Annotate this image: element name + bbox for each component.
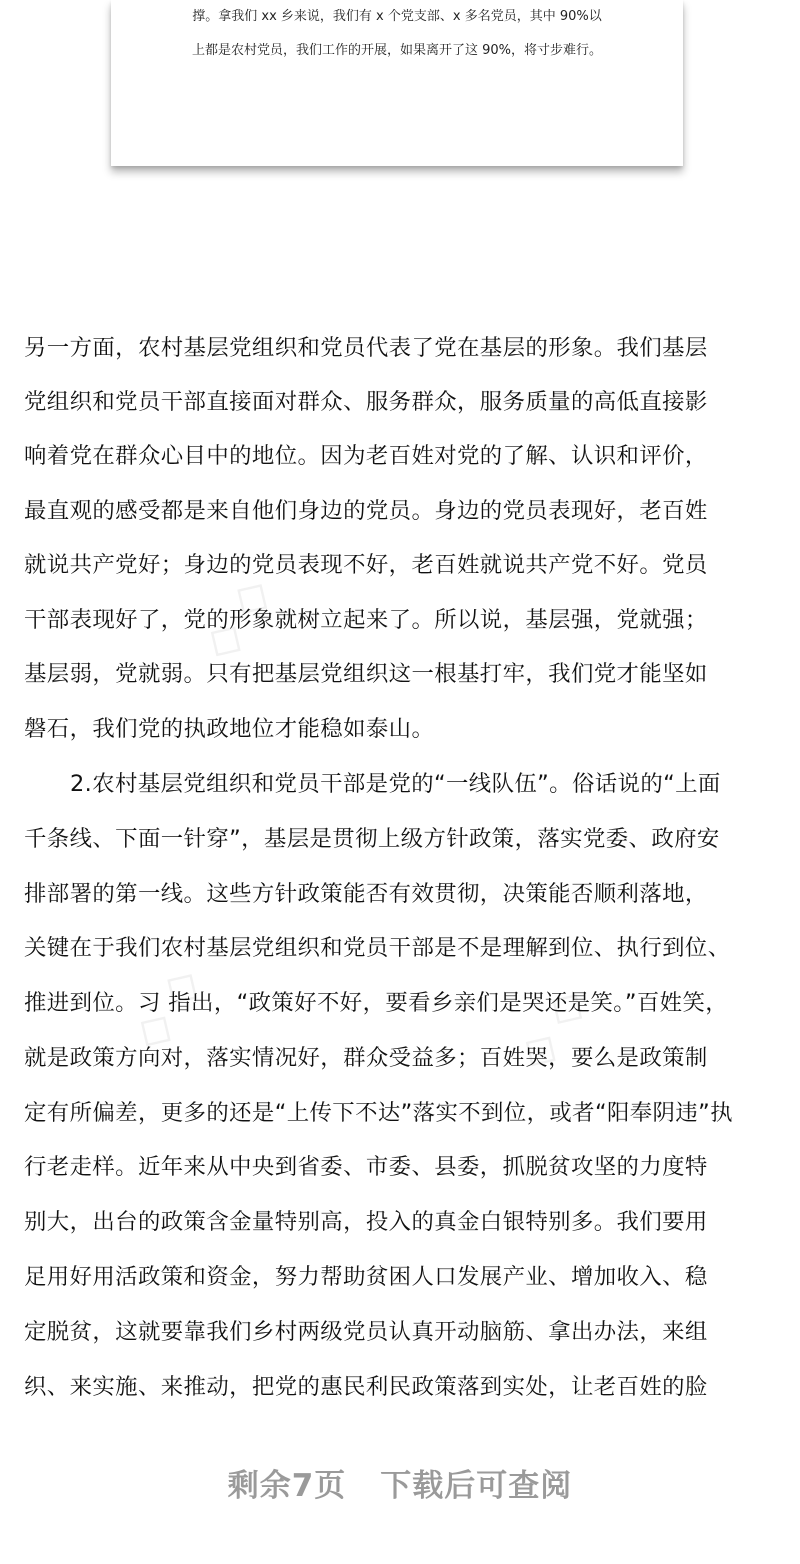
watermark-mark: ◇ ◇ [190, 567, 282, 669]
body-line: 定有所偏差，更多的还是“上传下不达”落实不到位，或者“阳奉阴违”执 [24, 1100, 733, 1126]
previous-page-preview [111, 0, 683, 166]
body-line: 党组织和党员干部直接面对群众、服务群众，服务质量的高低直接影 [24, 389, 708, 415]
body-line: 排部署的第一线。这些方针政策能否有效贯彻，决策能否顺利落地， [24, 881, 708, 907]
preview-text-line-2: 上都是农村党员，我们工作的开展，如果离开了这 90%，将寸步难行。 [191, 43, 603, 58]
preview-text-line-1: 撑。拿我们 xx 乡来说，我们有 x 个党支部、x 多名党员，其中 90%以 [192, 9, 602, 24]
remaining-pages-label: 剩余7页 [227, 1468, 347, 1504]
body-line: 足用好用活政策和资金，努力帮助贫困人口发展产业、增加收入、稳 [24, 1264, 708, 1290]
body-line: 响着党在群众心目中的地位。因为老百姓对党的了解、认识和评价， [24, 443, 708, 469]
body-line: 磐石，我们党的执政地位才能稳如泰山。 [24, 716, 435, 742]
body-line: 就说共产党好；身边的党员表现不好，老百姓就说共产党不好。党员 [24, 552, 708, 578]
body-line: 关键在于我们农村基层党组织和党员干部是不是理解到位、执行到位、 [24, 935, 731, 961]
download-prompt[interactable] [0, 1466, 800, 1506]
body-line: 织、来实施、来推动，把党的惠民利民政策落到实处，让老百姓的脸 [24, 1374, 708, 1400]
download-to-view-label: 下载后可查阅 [380, 1468, 573, 1504]
body-line: 别大，出台的政策含金量特别高，投入的真金白银特别多。我们要用 [24, 1209, 708, 1235]
watermark-mark: ◇ ◇ [120, 957, 212, 1059]
body-line: 推进到位。习 指出，“政策好不好，要看乡亲们是哭还是笑。”百姓笑， [24, 990, 729, 1016]
body-line: 就是政策方向对，落实情况好，群众受益多；百姓哭，要么是政策制 [24, 1045, 708, 1071]
watermark-mark: ◇ ◇ [505, 977, 597, 1079]
body-line: 2.农村基层党组织和党员干部是党的“一线队伍”。俗话说的“上面 [70, 771, 721, 797]
body-line: 基层弱，党就弱。只有把基层党组织这一根基打牢，我们党才能坚如 [24, 661, 708, 687]
body-line: 干部表现好了，党的形象就树立起来了。所以说，基层强，党就强； [24, 607, 708, 633]
body-line: 最直观的感受都是来自他们身边的党员。身边的党员表现好，老百姓 [24, 498, 708, 524]
body-line: 定脱贫，这就要靠我们乡村两级党员认真开动脑筋、拿出办法，来组 [24, 1319, 708, 1345]
body-line: 行老走样。近年来从中央到省委、市委、县委，抓脱贫攻坚的力度特 [24, 1154, 708, 1180]
body-line: 另一方面，农村基层党组织和党员代表了党在基层的形象。我们基层 [24, 335, 708, 361]
body-line: 千条线、下面一针穿”，基层是贯彻上级方针政策，落实党委、政府安 [24, 826, 720, 852]
